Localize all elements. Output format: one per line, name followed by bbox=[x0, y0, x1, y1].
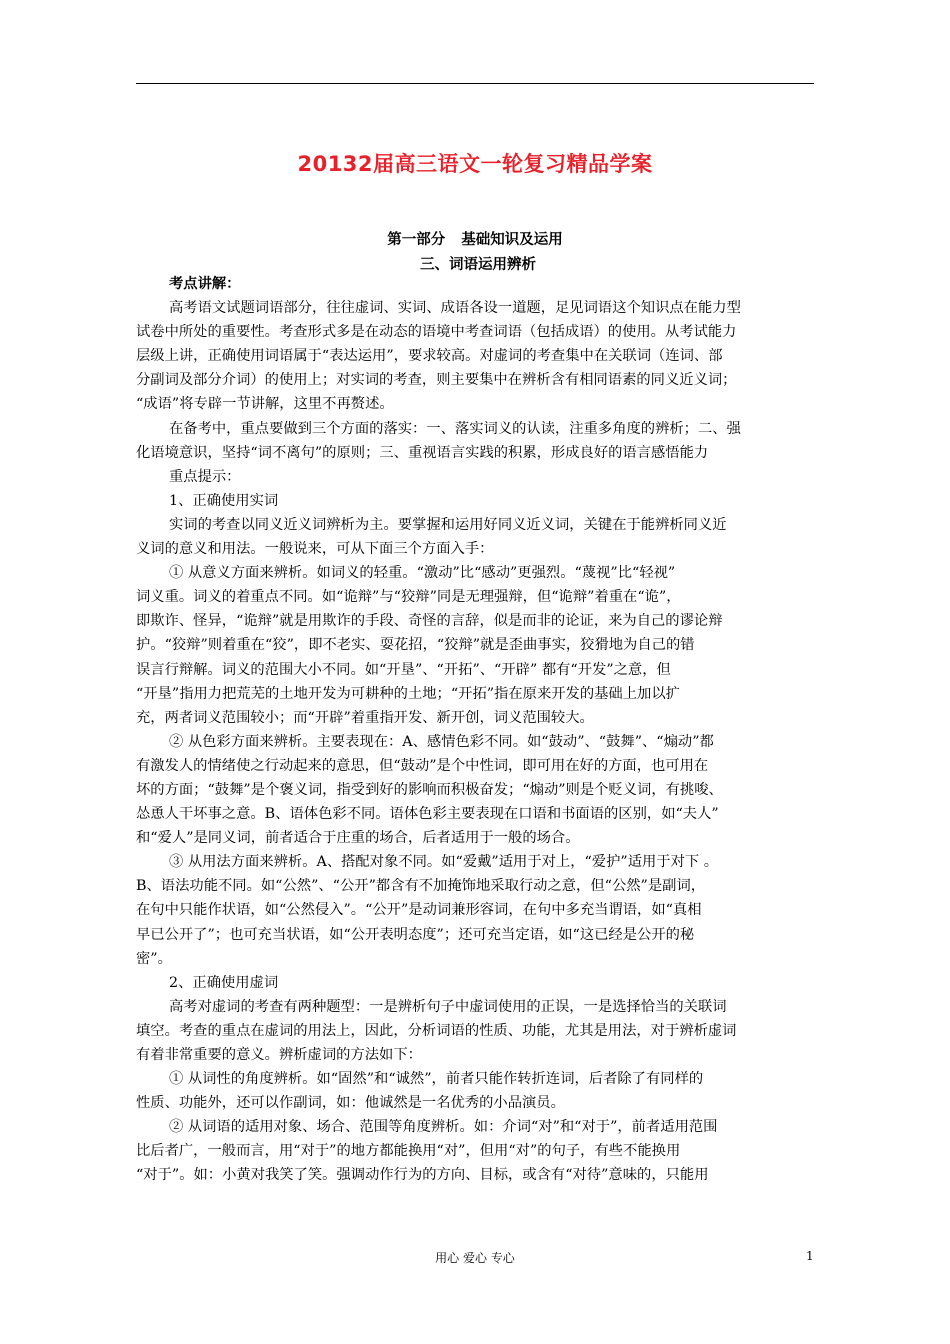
text-line: 即欺诈、怪异，“诡辩”就是用欺诈的手段、奇怪的言辞，似是而非的论证，来为自己的谬论辩 bbox=[136, 613, 723, 630]
text-line: 和“爱人”是同义词，前者适合于庄重的场合，后者适用于一般的场合。 bbox=[136, 830, 580, 847]
text-line: “成语”将专辟一节讲解，这里不再赘述。 bbox=[136, 396, 394, 413]
part-label: 第一部分 bbox=[387, 232, 446, 248]
text-line: B、语法功能不同。如“公然”、“公开”都含有不加掩饰地采取行动之意，但“公然”是副词， bbox=[136, 878, 706, 895]
text-line: 化语境意识，坚持“词不离句”的原则；三、重视语言实践的积累，形成良好的语言感悟能力 bbox=[136, 444, 709, 461]
section-heading: 三、词语运用辨析 bbox=[420, 257, 536, 273]
footer-motto: 用心 爱心 专心 bbox=[435, 1251, 515, 1265]
text-line: 怂恿人干坏事之意。B、语体色彩不同。语体色彩主要表现在口语和书面语的区别，如“夫人” bbox=[136, 806, 719, 823]
text-line: 试卷中所处的重要性。考查形式多是在动态的语境中考查词语（包括成语）的使用。从考试能力 bbox=[136, 324, 737, 341]
text-line: 有着非常重要的意义。辨析虚词的方法如下： bbox=[136, 1047, 422, 1063]
text-line: 词义重。词义的着重点不同。如“诡辩”与“狡辩”同是无理强辩，但“诡辩”着重在“诡”， bbox=[136, 589, 681, 606]
text-line: 密”。 bbox=[136, 950, 172, 967]
text-line: 重点提示： bbox=[169, 468, 241, 485]
document-title: 20132届高三语文一轮复习精品学案 bbox=[297, 152, 653, 176]
text-line: ② 从词语的适用对象、场合、范围等角度辨析。如：介词“对”和“对于”，前者适用范围 bbox=[169, 1119, 718, 1136]
text-line: ① 从意义方面来辨析。如词义的轻重。“激动”比“感动”更强烈。“蔑视”比“轻视” bbox=[169, 565, 676, 582]
text-line: 坏的方面；“鼓舞”是个褒义词，指受到好的影响而积极奋发；“煽动”则是个贬义词，有挑唆、 bbox=[136, 781, 723, 798]
text-line: 在句中只能作状语，如“公然侵入”。“公开”是动词兼形容词，在句中多充当谓语，如“真相 bbox=[136, 902, 702, 919]
header-rule bbox=[136, 83, 814, 84]
text-line: 高考对虚词的考查有两种题型：一是辨析句子中虚词使用的正误，一是选择恰当的关联词 bbox=[169, 998, 727, 1015]
text-line: 2、正确使用虚词 bbox=[169, 974, 279, 991]
text-line: 义词的意义和用法。一般说来，可从下面三个方面入手： bbox=[136, 541, 494, 558]
text-line: “对于”。如：小黄对我笑了笑。强调动作行为的方向、目标，或含有“对待”意味的，只能用 bbox=[136, 1167, 709, 1184]
part-heading bbox=[0, 228, 950, 249]
text-line: 实词的考查以同义近义词辨析为主。要掌握和运用好同义近义词，关键在于能辨析同义近 bbox=[169, 516, 727, 533]
text-line: 比后者广，一般而言，用“对于”的地方都能换用“对”，但用“对”的句子，有些不能换用 bbox=[136, 1143, 681, 1160]
body-text bbox=[136, 272, 816, 1188]
text-line: 高考语文试题词语部分，往往虚词、实词、成语各设一道题，足见词语这个知识点在能力型 bbox=[169, 300, 741, 317]
text-line: 误言行辩解。词义的范围大小不同。如“开垦”、“开拓”、“开辟” 都有“开发”之意，但 bbox=[136, 661, 671, 678]
part-title: 基础知识及运用 bbox=[461, 232, 563, 248]
text-line: 1、正确使用实词 bbox=[169, 492, 279, 509]
text-line: ① 从词性的角度辨析。如“固然”和“诚然”，前者只能作转折连词，后者除了有同样的 bbox=[169, 1071, 704, 1088]
text-line: 有激发人的情绪使之行动起来的意思，但“鼓动”是个中性词，即可用在好的方面，也可用在 bbox=[136, 757, 709, 774]
subheading: 考点讲解： bbox=[169, 276, 241, 292]
text-line: “开垦”指用力把荒芜的土地开发为可耕种的土地；“开拓”指在原来开发的基础上加以扩 bbox=[136, 685, 680, 702]
text-line: ③ 从用法方面来辨析。A、搭配对象不同。如“爱戴”适用于对上，“爱护”适用于对下 。 bbox=[169, 854, 719, 871]
text-line: 层级上讲，正确使用词语属于“表达运用”，要求较高。对虚词的考查集中在关联词（连词、部 bbox=[136, 348, 723, 365]
text-line: 护。“狡辩”则着重在“狡”，即不老实、耍花招，“狡辩”就是歪曲事实，狡猾地为自己的错 bbox=[136, 637, 695, 654]
text-line: 填空。考查的重点在虚词的用法上，因此，分析词语的性质、功能，尤其是用法，对于辨析虚词 bbox=[136, 1022, 737, 1039]
text-line: ② 从色彩方面来辨析。主要表现在：A、感情色彩不同。如“鼓动”、“鼓舞”、“煽动”都 bbox=[169, 733, 714, 750]
text-line: 分副词及部分介词）的使用上；对实词的考查，则主要集中在辨析含有相同语素的同义近义词； bbox=[136, 372, 737, 389]
page-number: 1 bbox=[806, 1249, 814, 1263]
text-line: 早已公开了”；也可充当状语，如“公开表明态度”；还可充当定语，如“这已经是公开的秘 bbox=[136, 926, 695, 943]
text-line: 在备考中，重点要做到三个方面的落实：一、落实词义的认读，注重多角度的辨析；二、强 bbox=[169, 420, 741, 437]
text-line: 充，两者词义范围较小；而“开辟”着重指开发、新开创，词义范围较大。 bbox=[136, 709, 594, 726]
text-line: 性质、功能外，还可以作副词，如：他诚然是一名优秀的小品演员。 bbox=[136, 1095, 565, 1112]
